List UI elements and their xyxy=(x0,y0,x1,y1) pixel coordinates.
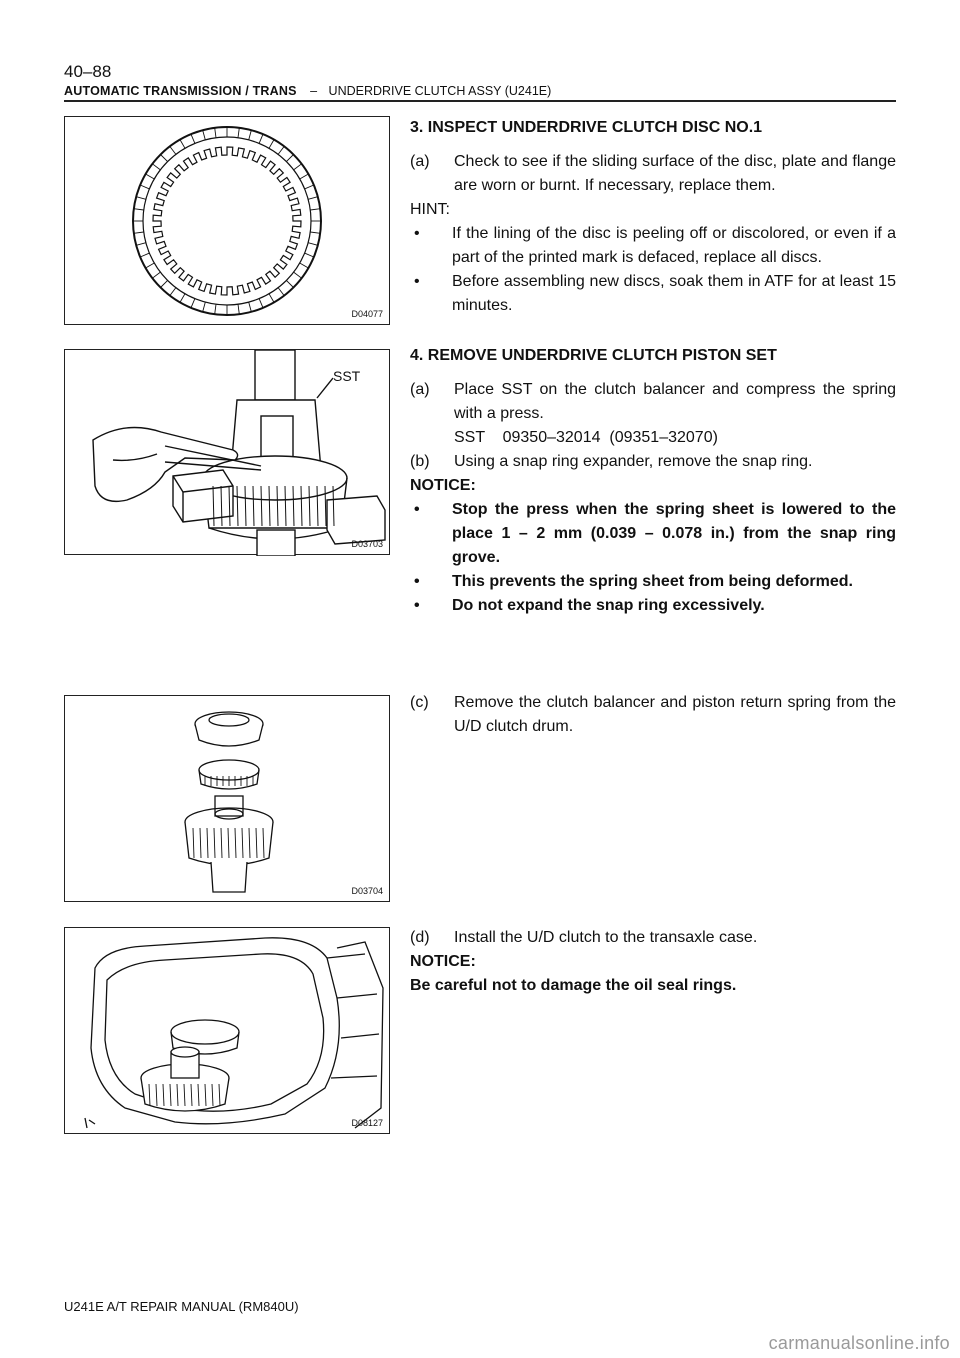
notice-bullet xyxy=(410,594,896,618)
step-4-block xyxy=(410,344,896,618)
clutch-disc-illustration xyxy=(65,117,391,326)
bullet-text: Before assembling new discs, soak them in ATF for at least 15 minutes. xyxy=(452,273,896,314)
step-label: (c) xyxy=(410,694,429,711)
illustration-stroke xyxy=(300,174,309,179)
notice-bullet xyxy=(410,498,896,570)
illustration-stroke xyxy=(310,232,320,233)
illustration-stroke xyxy=(161,155,168,162)
illustration-stroke xyxy=(308,197,318,200)
header-rule xyxy=(64,100,896,102)
bullet-dot: • xyxy=(414,597,420,614)
step-4c-block xyxy=(410,691,896,739)
illustration-stroke xyxy=(269,294,274,303)
step-label: (a) xyxy=(410,153,430,170)
illustration-stroke xyxy=(146,174,155,179)
illustration-stroke xyxy=(249,302,252,312)
step-4d xyxy=(410,926,896,950)
illustration-stroke xyxy=(259,299,263,308)
illustration-stroke xyxy=(259,134,263,143)
illustration-stroke xyxy=(278,146,284,154)
illustration-stroke xyxy=(140,253,149,257)
bullet-dot: • xyxy=(414,573,420,590)
footer-manual-id: U241E A/T REPAIR MANUAL (RM840U) xyxy=(64,1299,299,1314)
sst-label: SST xyxy=(333,368,361,384)
watermark: carmanualsonline.info xyxy=(768,1333,950,1353)
step-text: Check to see if the sliding surface of the disc, plate and flange are worn or burnt. If necessary, replace them. xyxy=(454,153,896,194)
illustration-stroke xyxy=(305,253,314,257)
bullet-text: This prevents the spring sheet from being deformed. xyxy=(452,573,853,590)
illustration-stroke xyxy=(152,164,160,170)
figure-code: D03704 xyxy=(351,886,383,896)
section-header xyxy=(64,84,551,98)
step-text: Remove the clutch balancer and piston return spring from the U/D clutch drum. xyxy=(454,694,896,735)
illustration-stroke xyxy=(191,134,195,143)
step-3-block xyxy=(410,116,896,318)
illustration-stroke xyxy=(146,263,155,268)
step-4a-text: Place SST on the clutch balancer and compress the spring with a press. xyxy=(454,381,896,422)
illustration-stroke xyxy=(286,155,293,162)
figure-transaxle-case xyxy=(64,927,390,1134)
illustration-stroke xyxy=(215,128,216,138)
illustration-stroke xyxy=(278,288,284,296)
illustration-stroke xyxy=(203,302,206,312)
illustration-stroke xyxy=(238,304,239,314)
illustration-stroke xyxy=(203,130,206,140)
illustration-stroke xyxy=(294,272,302,278)
step-3a xyxy=(410,150,896,198)
illustration-stroke xyxy=(286,280,293,287)
hint-bullet xyxy=(410,270,896,318)
disc-spline xyxy=(153,147,301,295)
step-text xyxy=(454,378,896,450)
page-number: 40–88 xyxy=(64,62,112,81)
figure-exploded-clutch xyxy=(64,695,390,902)
illustration-stroke xyxy=(215,304,216,314)
illustration-stroke xyxy=(294,164,302,170)
bullet-text: If the lining of the disc is peeling off or discolored, or even if a part of the printed mark is defaced, replace all discs. xyxy=(452,225,896,266)
step-3-title: 3. INSPECT UNDERDRIVE CLUTCH DISC NO.1 xyxy=(410,119,763,136)
figure-code: D04077 xyxy=(351,309,383,319)
step-4c xyxy=(410,691,896,739)
step-text: Install the U/D clutch to the transaxle case. xyxy=(454,929,758,946)
illustration-stroke xyxy=(191,299,195,308)
step-4b xyxy=(410,450,896,474)
subsection-title: UNDERDRIVE CLUTCH ASSY (U241E) xyxy=(328,84,552,98)
illustration-stroke xyxy=(180,140,185,149)
bullet-dot: • xyxy=(414,273,420,290)
exploded-clutch-illustration xyxy=(65,696,391,903)
step-4d-block xyxy=(410,926,896,998)
header-separator: – xyxy=(310,84,318,98)
bullet-dot: • xyxy=(414,225,420,242)
figure-code: D03703 xyxy=(351,539,383,549)
step-label: (b) xyxy=(410,453,430,470)
step-text: Using a snap ring expander, remove the snap ring. xyxy=(454,453,813,470)
illustration-stroke xyxy=(180,294,185,303)
illustration-stroke xyxy=(238,128,239,138)
illustration-stroke xyxy=(170,146,176,154)
illustration-stroke xyxy=(249,130,252,140)
notice-label: NOTICE: xyxy=(410,477,476,494)
notice-label: NOTICE: xyxy=(410,953,476,970)
hint-label: HINT: xyxy=(410,201,450,218)
notice-text: Be careful not to damage the oil seal rings. xyxy=(410,977,737,994)
illustration-stroke xyxy=(310,209,320,210)
illustration-stroke xyxy=(170,288,176,296)
illustration-stroke xyxy=(305,185,314,189)
illustration-stroke xyxy=(300,263,309,268)
bullet-dot: • xyxy=(414,501,420,518)
sst-number: SST 09350–32014 (09351–32070) xyxy=(454,429,718,446)
step-4a xyxy=(410,378,896,450)
illustration-stroke xyxy=(134,209,144,210)
figure-code: D08127 xyxy=(351,1118,383,1128)
transaxle-case-illustration xyxy=(65,928,391,1135)
step-label: (d) xyxy=(410,929,430,946)
illustration-stroke xyxy=(136,243,146,246)
illustration-stroke xyxy=(161,280,168,287)
illustration-stroke xyxy=(308,243,318,246)
bullet-text: Do not expand the snap ring excessively. xyxy=(452,597,765,614)
illustration-stroke xyxy=(140,185,149,189)
step-label: (a) xyxy=(410,381,430,398)
illustration-stroke xyxy=(134,232,144,233)
illustration-stroke xyxy=(152,272,160,278)
illustration-stroke xyxy=(269,140,274,149)
section-title: AUTOMATIC TRANSMISSION / TRANS xyxy=(64,84,297,98)
hint-bullet xyxy=(410,222,896,270)
figure-sst-press xyxy=(64,349,390,555)
figure-clutch-disc xyxy=(64,116,390,325)
step-4-title: 4. REMOVE UNDERDRIVE CLUTCH PISTON SET xyxy=(410,347,777,364)
bullet-text: Stop the press when the spring sheet is lowered to the place 1 – 2 mm (0.039 – 0.078 in.) from the snap ring grove. xyxy=(452,501,896,566)
notice-bullet xyxy=(410,570,896,594)
illustration-stroke xyxy=(136,197,146,200)
